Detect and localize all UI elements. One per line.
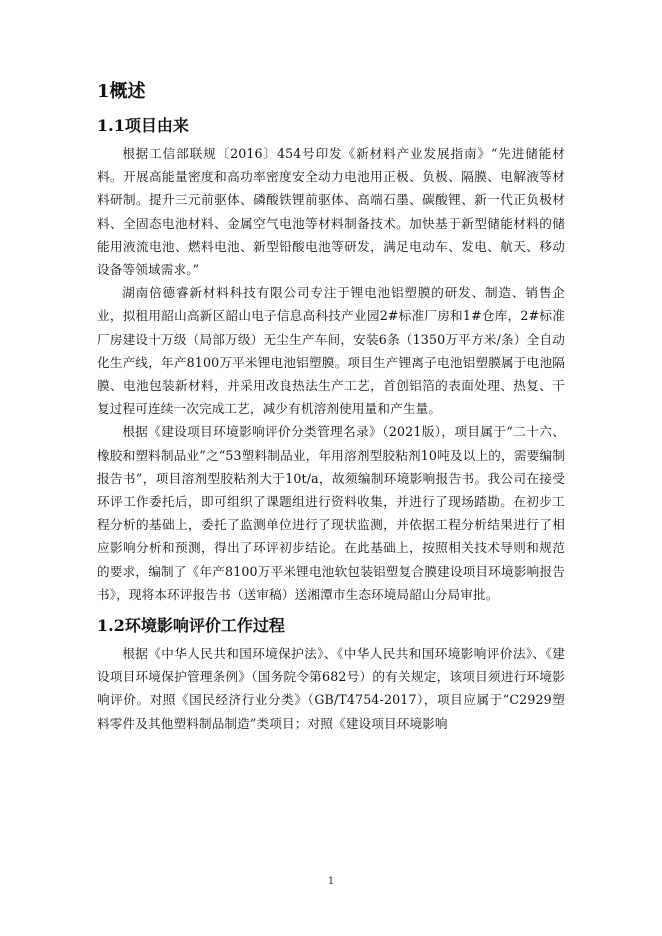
chapter-title: 1概述 <box>97 81 146 102</box>
page-number: 1 <box>327 876 335 887</box>
section-title: 1.2环境影响评价工作过程 <box>97 616 285 636</box>
paragraph: 根据《建设项目环境影响评价分类管理名录》（2021版），项目属于“二十六、橡胶和塑料制品业”之“53塑料制品业，年用溶剂型胶粘剂10吨及以上的，需要编制报告书”，项目溶剂型胶粘剂大于10t/a，故须编制环境影响报告书。我公司在接受环评工作委托后，即可组织了课题组进行资料收集，并进行了现场踏勘。在初步工程分析的基础上，委托了监测单位进行了现状监测，并依据工程分析结果进行了相应影响分析和预测，得出了环评初步结论。在此基础上，按照相关技术导则和规范的要求，编制了《年产8100万平米锂电池软包装铝塑复合膜建设项目环境影响报告书》，现将本环评报告书（送审稿）送湘潭市生态环境局韶山分局审批。 <box>97 424 565 602</box>
paragraph: 根据工信部联规〔2016〕454号印发《新材料产业发展指南》“先进储能材料。开展高能量密度和高功率密度安全动力电池用正极、负极、隔膜、电解液等材料研制。提升三元前驱体、磷酸铁锂前驱体、高端石墨、碳酸锂、新一代正负极材料、全固态电池材料、金属空气电池等材料制备技术。加快基于新型储能材料的储能用液流电池、燃料电池、新型铅酸电池等研发，满足电动车、发电、航天、移动设备等领域需求。” <box>97 146 565 278</box>
paragraph: 湖南倍德睿新材料科技有限公司专注于锂电池铝塑膜的研发、制造、销售企业，拟租用韶山高新区韶山电子信息高科技产业园2#标准厂房和1#仓库，2#标准厂房建设十万级（局部万级）无尘生产车间，安装6条（1350万平方米/条）全自动化生产线，年产8100万平米锂电池铝塑膜。项目生产锂离子电池铝塑膜属于电池隔膜、电池包装新材料，并采用改良热法生产工艺，首创铝箔的表面处理、热复、干复过程可连续一次完成工艺，减少有机溶剂使用量和产生量。 <box>97 285 565 417</box>
page-content <box>97 80 565 735</box>
section-title: 1.1项目由来 <box>97 116 189 135</box>
paragraph: 根据《中华人民共和国环境保护法》、《中华人民共和国环境影响评价法》、《建设项目环境保护管理条例》（国务院令第682号）的有关规定，该项目须进行环境影响评价。对照《国民经济行业分类》（GB/T4754-2017），项目应属于“C2929塑料零件及其他塑料制品制造”类项目；对照《建设项目环境影响 <box>97 646 565 731</box>
section-eia-process <box>97 614 565 735</box>
section-project-origin <box>97 114 565 606</box>
